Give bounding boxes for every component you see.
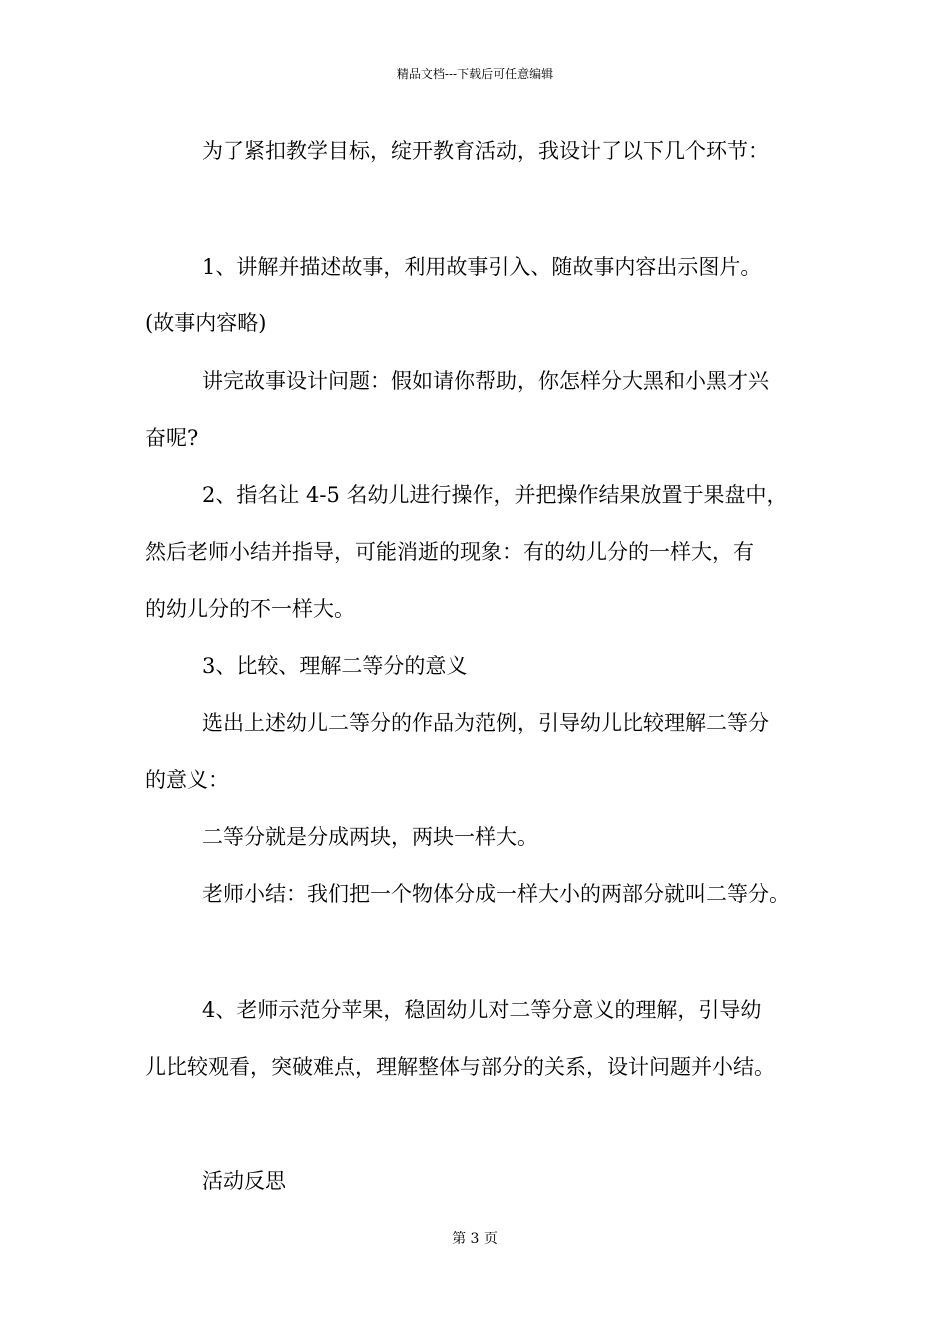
page-number: 第 3 页	[452, 1231, 498, 1247]
paragraph-question: 讲完故事设计问题：假如请你帮助，你怎样分大黑和小黑才兴	[202, 369, 769, 393]
paragraph-question-cont: 奋呢?	[145, 426, 199, 450]
paragraph-step3: 3、比较、理解二等分的意义	[202, 654, 468, 678]
paragraph-step2-cont1: 然后老师小结并指导，可能消逝的现象：有的幼儿分的一样大，有	[145, 540, 754, 564]
page-header: 精品文档---下载后可任意编辑	[396, 67, 554, 81]
paragraph-intro: 为了紧扣教学目标，绽开教育活动，我设计了以下几个环节：	[202, 139, 769, 163]
paragraph-step2-cont2: 的幼儿分的不一样大。	[145, 597, 355, 621]
paragraph-step1: 1、讲解并描述故事，利用故事引入、随故事内容出示图片。	[202, 255, 762, 279]
paragraph-summary: 老师小结：我们把一个物体分成一样大小的两部分就叫二等分。	[202, 882, 790, 906]
paragraph-example: 选出上述幼儿二等分的作品为范例，引导幼儿比较理解二等分	[202, 711, 769, 735]
paragraph-step1-note: (故事内容略)	[145, 311, 267, 335]
section-heading-reflection: 活动反思	[202, 1169, 286, 1193]
paragraph-step4-cont: 儿比较观看，突破难点，理解整体与部分的关系，设计问题并小结。	[145, 1055, 775, 1079]
paragraph-example-cont: 的意义：	[145, 768, 229, 792]
paragraph-step2: 2、指名让 4-5 名幼儿进行操作，并把操作结果放置于果盘中，	[202, 483, 788, 507]
paragraph-step4: 4、老师示范分苹果，稳固幼儿对二等分意义的理解，引导幼	[202, 998, 762, 1022]
paragraph-definition: 二等分就是分成两块，两块一样大。	[202, 825, 538, 849]
